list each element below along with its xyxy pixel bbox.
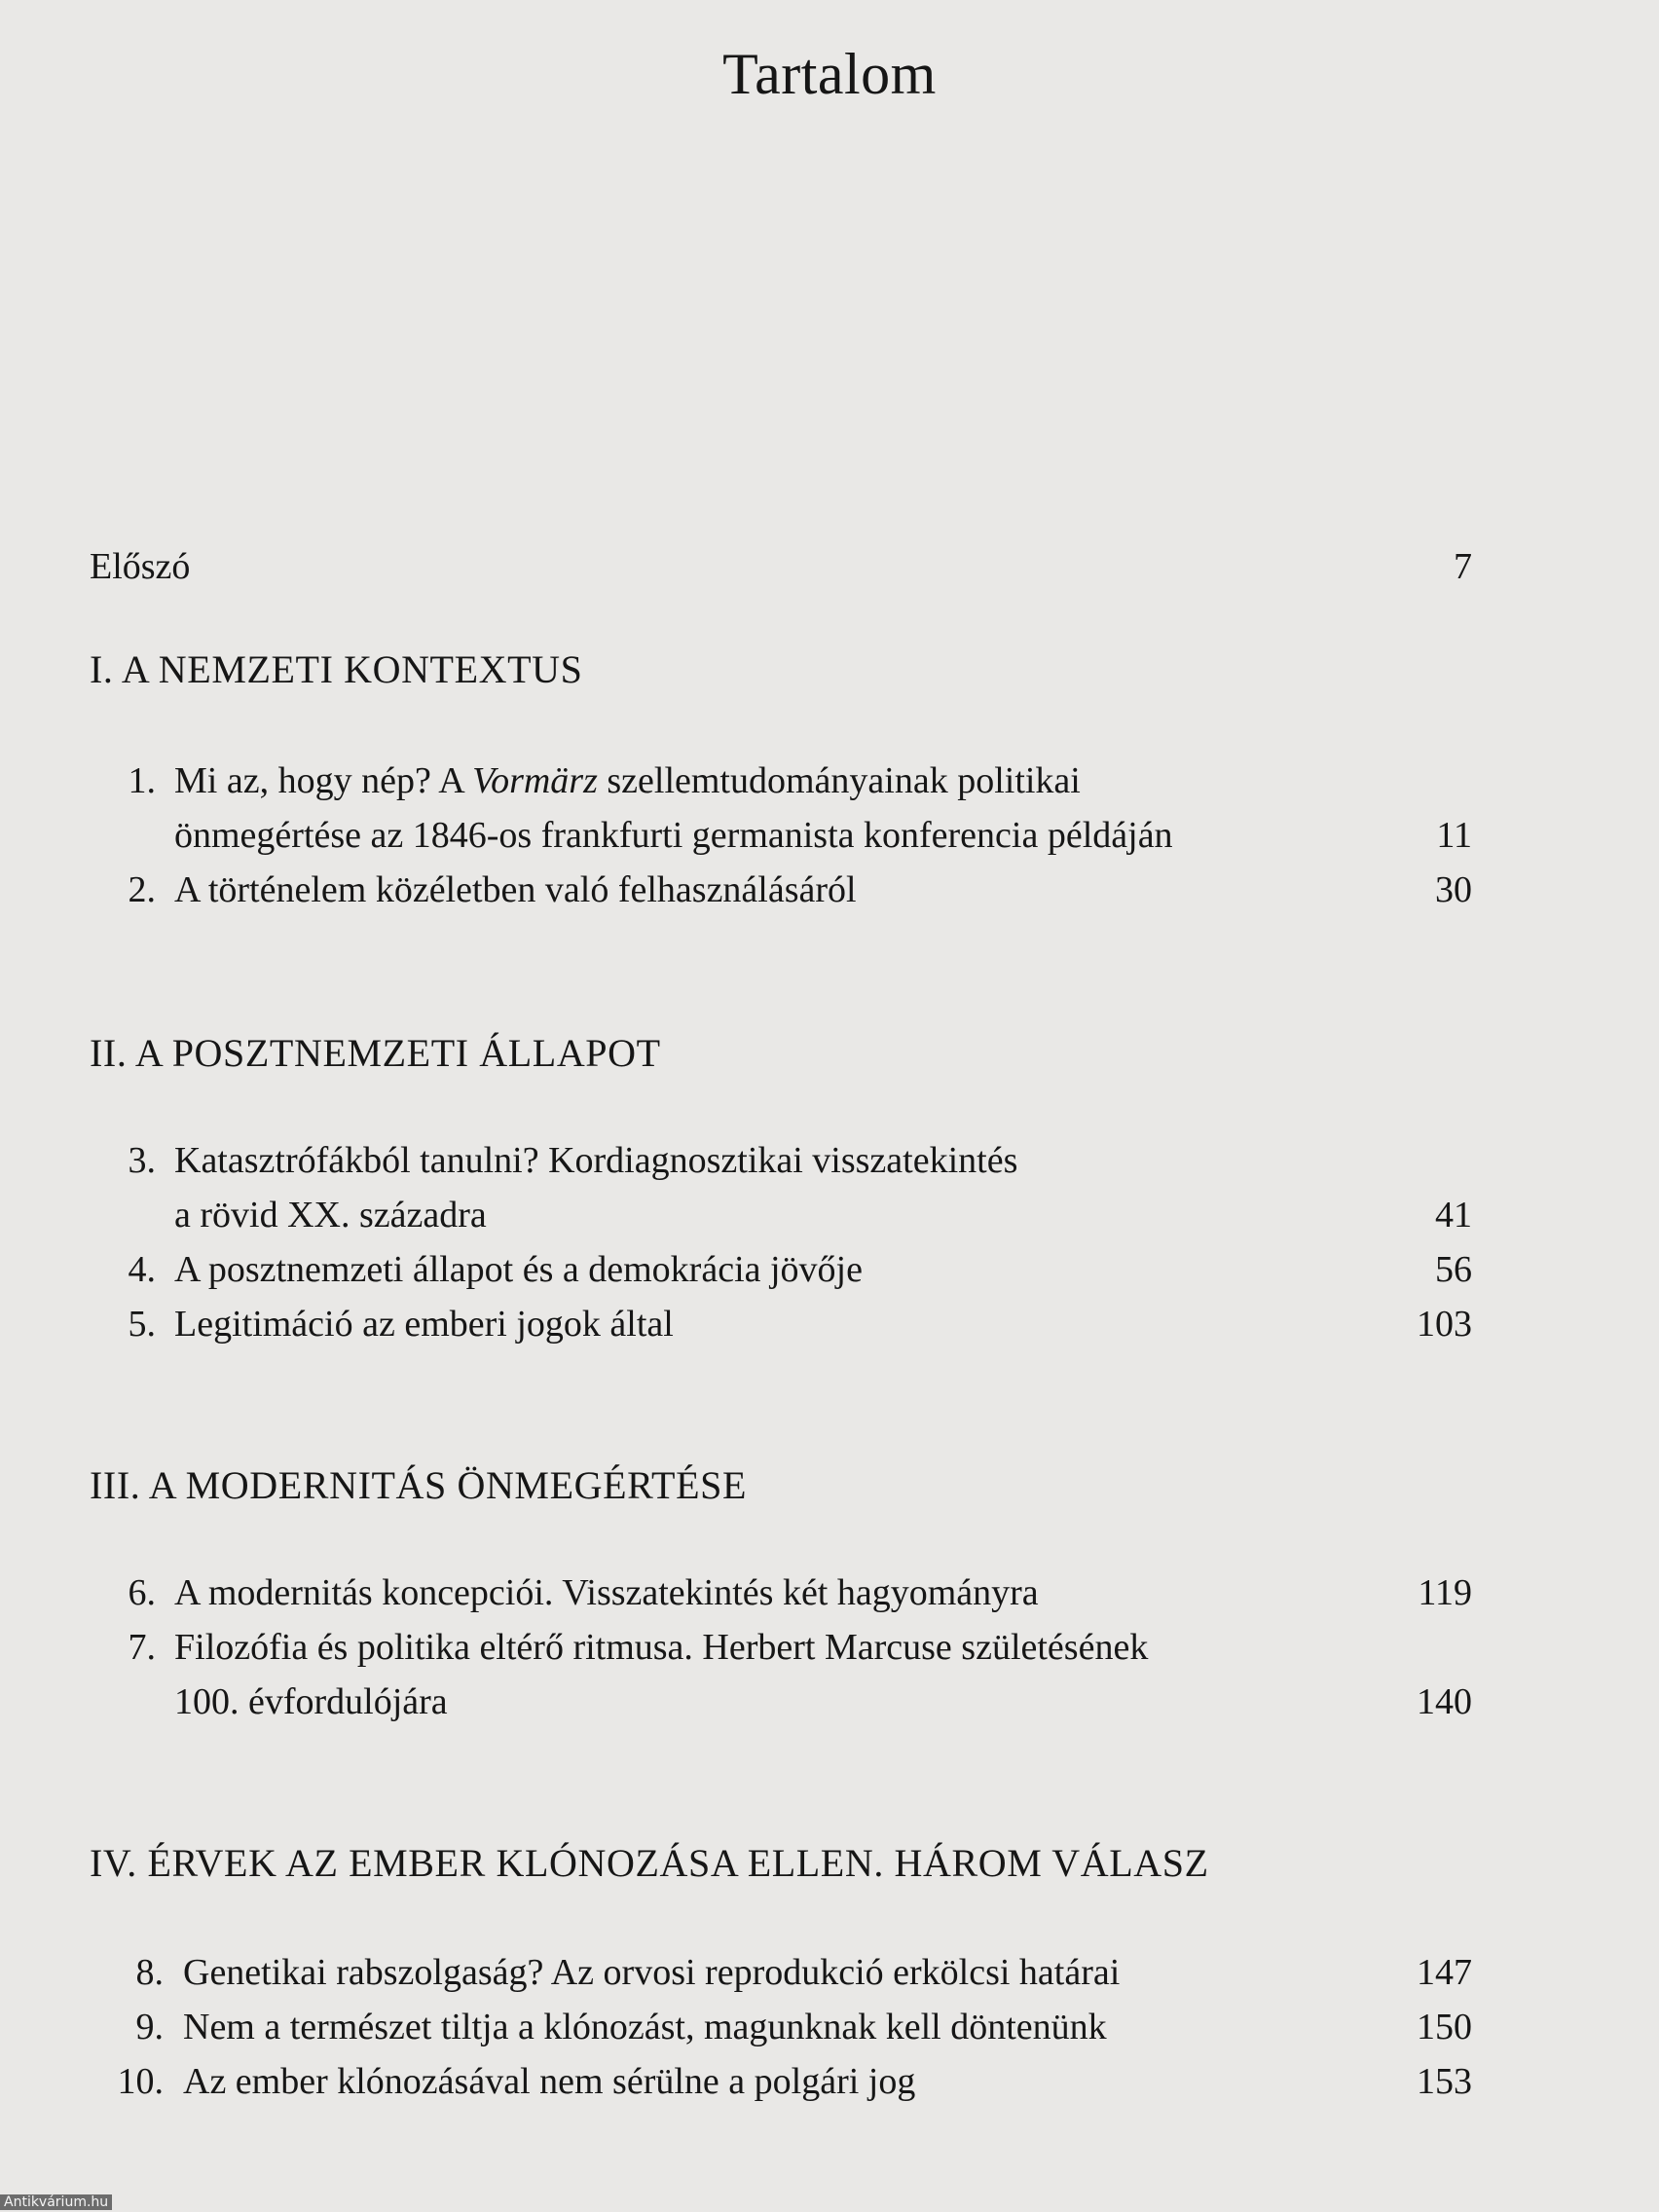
toc-entry-number: 5.	[128, 1304, 156, 1345]
toc-entry-title-line2: 100. évfordulójára	[174, 1681, 448, 1722]
toc-entry-title: Nem a természet tiltja a klónozást, magunknak kell döntenünk	[183, 2007, 1107, 2047]
toc-entry-title: Az ember klónozásával nem sérülne a polgári jog	[183, 2061, 916, 2102]
toc-entry-title-line2: önmegértése az 1846-os frankfurti germanista konferencia példáján	[174, 815, 1173, 856]
toc-entry-title: Legitimáció az emberi jogok által	[174, 1304, 674, 1345]
toc-entry-number: 10.	[117, 2061, 164, 2102]
toc-entry-page: 56	[1435, 1249, 1472, 1290]
toc-entry-title-line2: a rövid XX. századra	[174, 1195, 487, 1235]
site-watermark: Antikvárium.hu	[0, 2194, 112, 2210]
toc-entry-page: 30	[1435, 869, 1472, 910]
toc-entry-number: 8.	[135, 1952, 164, 1993]
toc-entry-page: 140	[1417, 1681, 1472, 1722]
toc-entry-title-line1: Mi az, hogy nép? A Vormärz szellemtudományainak politikai	[174, 760, 1081, 801]
toc-entry-number: 7.	[128, 1627, 156, 1668]
toc-entry-page: 11	[1436, 815, 1472, 856]
toc-entry-title: A történelem közéletben való felhasználásáról	[174, 869, 857, 910]
toc-entry-title-line1: Filozófia és politika eltérő ritmusa. Herbert Marcuse születésének	[174, 1627, 1149, 1668]
toc-entry-number: 2.	[128, 869, 156, 910]
toc-foreword-page: 7	[1454, 546, 1472, 587]
toc-entry-page: 147	[1417, 1952, 1472, 1993]
toc-entry-title: A posztnemzeti állapot és a demokrácia jövője	[174, 1249, 863, 1290]
toc-entry-page: 153	[1417, 2061, 1472, 2102]
page-title: Tartalom	[722, 42, 937, 106]
toc-entry-number: 3.	[128, 1140, 156, 1181]
toc-entry-number: 9.	[135, 2007, 164, 2047]
toc-entry-number: 1.	[128, 760, 156, 801]
toc-entry-page: 103	[1417, 1304, 1472, 1345]
toc-foreword-label: Előszó	[90, 546, 191, 587]
toc-entry-page: 41	[1435, 1195, 1472, 1235]
toc-entry-number: 4.	[128, 1249, 156, 1290]
toc-entry-page: 119	[1418, 1572, 1472, 1613]
section-heading-3: III. A MODERNITÁS ÖNMEGÉRTÉSE	[90, 1463, 747, 1507]
toc-entry-title: A modernitás koncepciói. Visszatekintés két hagyományra	[174, 1572, 1039, 1613]
section-heading-2: II. A POSZTNEMZETI ÁLLAPOT	[90, 1031, 661, 1075]
toc-entry-page: 150	[1417, 2007, 1472, 2047]
toc-entry-title-line1: Katasztrófákból tanulni? Kordiagnosztikai visszatekintés	[174, 1140, 1018, 1181]
section-heading-1: I. A NEMZETI KONTEXTUS	[90, 647, 583, 691]
section-heading-4: IV. ÉRVEK AZ EMBER KLÓNOZÁSA ELLEN. HÁROM VÁLASZ	[90, 1841, 1209, 1885]
toc-entry-number: 6.	[128, 1572, 156, 1613]
toc-entry-title: Genetikai rabszolgaság? Az orvosi reprodukció erkölcsi határai	[183, 1952, 1121, 1993]
